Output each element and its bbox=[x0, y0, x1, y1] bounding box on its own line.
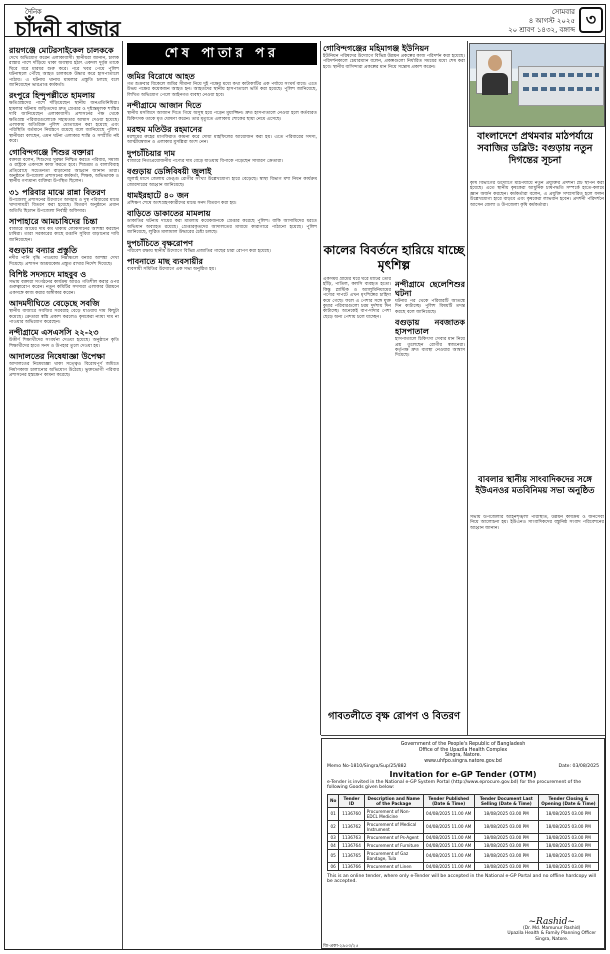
tender-cell: 1136765 bbox=[339, 849, 364, 862]
tender-cell: 18/08/2025 03.00 PM bbox=[538, 862, 598, 870]
tender-header-cell: Tender Document Last Selling (Date & Time) bbox=[474, 794, 538, 807]
article-text: উপজেলা প্রশাসনের উদ্যোগে অসহায় ও দুস্থ পরিবারের মাঝে খাদ্যসামগ্রী বিতরণ করা হয়েছে। বিতরণ অনুষ্ঠানে প্রধান অতিথি ছিলেন উপজেলা নির্বাহী অফিসার। bbox=[9, 197, 119, 214]
tender-cell: Procurement of Medical Instrument bbox=[364, 820, 423, 833]
tender-cell: Procurement of Linen bbox=[364, 862, 423, 870]
tender-cell: 02 bbox=[328, 820, 339, 833]
article-heading: রায়গঞ্জে মোটরসাইকেল চালককে bbox=[9, 46, 114, 55]
tender-header-cell: Description and Name of the Package bbox=[364, 794, 423, 807]
article-heading: পাবনাতে মাছ ব্যবসায়ীর bbox=[127, 257, 203, 267]
article-heading: বিশিষ্ট সদস্যদে মাহবুব ও bbox=[9, 269, 87, 279]
tender-cell: Procurement of Ps-Agent bbox=[364, 833, 423, 841]
headline-right-2: বাবলার স্থানীয় সাংবাদিকদের সঙ্গে ইউএনওর মতবিনিময় সভা অনুষ্ঠিত bbox=[475, 475, 595, 496]
headline-gabtoli: গাবতলীতে বৃক্ষ রোপণ ও বিতরণ bbox=[327, 711, 461, 722]
page-number: ৩ bbox=[579, 7, 603, 33]
article-text: সভায় উপজেলার আইনশৃঙ্খলা পরিস্থিতি, উন্নয়ন কার্যক্রম ও জনসেবা নিয়ে আলোচনা হয়। ইউএনও সাংবাদিকদের বস্তুনিষ্ঠ সংবাদ পরিবেশনের আহ্বান জানান। bbox=[470, 515, 604, 531]
article-text: হাসপাতালে চিকিৎসা সেবার মান নিয়ে প্রশ্ন তুলেছেন রোগীর স্বজনেরা। কর্তৃপক্ষ দ্রুত ব্যবস্থা নেওয়ার আশ্বাস দিয়েছে। bbox=[395, 337, 465, 359]
article-text: দেখে অভিযোগ করেন এলাকাবাসী। স্থানীয়রা জানান, চালক রাস্তার পাশে দাঁড়িয়ে থাকা অবস্থায় হঠাৎ একদল দুর্বৃত্ত তাকে ঘিরে ধরে মারধর শুরু করে। পরে খবর পেয়ে পুলিশ ঘটনাস্থলে পৌঁছে আহত চালককে উদ্ধার করে হাসপাতালে পাঠায়। এ ঘটনায় থানায় মামলার প্রস্তুতি চলছে বলে জানিয়েছেন ভারপ্রাপ্ত কর্মকর্তা। bbox=[9, 56, 119, 89]
table-row bbox=[328, 833, 599, 841]
tender-cell: 04/08/2025 11.00 AM bbox=[423, 862, 474, 870]
article-text: ইউনিয়ন পরিষদের উদ্যোগে বিভিন্ন উন্নয়ন প্রকল্পের কাজ পরিদর্শন করা হয়েছে। পরিদর্শনকালে চেয়ারম্যান বলেন, প্রকল্পগুলো নির্ধারিত সময়ের মধ্যে শেষ করা হবে। স্থানীয় বাসিন্দারা প্রকল্পের মান নিয়ে সন্তোষ প্রকাশ করেন। bbox=[323, 54, 465, 70]
article-text: পরিবেশ রক্ষায় স্থানীয় উদ্যোগে বিভিন্ন প্রজাতির গাছের চারা রোপণ করা হয়েছে। bbox=[127, 248, 271, 254]
headline-mritshilpo: কালের বিবর্তনে হারিয়ে যাচ্ছে মৃৎশিল্প bbox=[323, 243, 465, 272]
tender-cell: Procurement of Furniture bbox=[364, 841, 423, 849]
article-heading: বগুড়ায় বন্যার প্রস্তুতি bbox=[9, 246, 78, 256]
sign-place: Singra, Natore. bbox=[535, 936, 569, 942]
article-heading: বাড়িতে ডাকাতের মামলায় bbox=[127, 209, 211, 219]
tender-cell: 18/08/2025 03.00 PM bbox=[538, 833, 598, 841]
tender-cell: Procurement of Non-EDCL Medicine bbox=[364, 807, 423, 820]
tender-cell: 18/08/2025 03.00 PM bbox=[474, 807, 538, 820]
tender-cell: 05 bbox=[328, 849, 339, 862]
article-text: বাজারে আমের দাম কম থাকায় লোকসানের আশঙ্কা করছেন চাষিরা। তারা সরকারের কাছে রপ্তানি সুবিধা বাড়ানোর দাবি জানিয়েছেন। bbox=[9, 226, 119, 243]
section-divider bbox=[321, 735, 605, 736]
ad-code: জি-প্রকা-২৯৫৩/২৫ bbox=[323, 944, 359, 949]
day-label: সোমবার bbox=[551, 8, 575, 16]
tender-footer: This is an online tender, where only e-Tender will be accepted in the National e-GP Portal and no offline hardcopy will be accepted. bbox=[327, 873, 597, 885]
section-banner: শেষ পাতার পর bbox=[127, 43, 317, 65]
tender-cell: 18/08/2025 03.00 PM bbox=[538, 849, 598, 862]
article-heading: জমির বিরোধে আহত bbox=[127, 72, 195, 81]
article-text: ক্ষতিগ্রস্তদের পাশে দাঁড়িয়েছেন স্থানীয় জনপ্রতিনিধিরা। হামলার ঘটনায় জড়িতদের দ্রুত গ্রেপ্তার ও দৃষ্টান্তমূলক শাস্তির দাবি জানিয়েছেন এলাকাবাসী। প্রশাসনের পক্ষ থেকে ক্ষতিগ্রস্ত পরিবারগুলোকে সহায়তার আশ্বাস দেওয়া হয়েছে। এলাকায় অতিরিক্ত পুলিশ মোতায়েন করা হয়েছে এবং পরিস্থিতি বর্তমানে নিয়ন্ত্রণে রয়েছে বলে জানিয়েছে পুলিশ। স্থানীয়রা বলছেন, এমন ঘটনা এলাকার শান্তি ও সম্প্রীতি নষ্ট করে। bbox=[9, 101, 119, 145]
tender-cell: 1136764 bbox=[339, 841, 364, 849]
column-2 bbox=[127, 69, 317, 947]
tender-cell: 04/08/2025 11.00 AM bbox=[423, 849, 474, 862]
article-text: উত্তীর্ণ শিক্ষার্থীদের সংবর্ধনা দেওয়া হয়েছে। অনুষ্ঠানে কৃতি শিক্ষার্থীদের হাতে সনদ ও উপহার তুলে দেওয়া হয়। bbox=[9, 338, 119, 349]
tender-cell: 18/08/2025 03.00 PM bbox=[538, 841, 598, 849]
article-heading: গোবিন্দগঞ্জের মহিমাগঞ্জ ইউনিয়ন bbox=[323, 44, 429, 53]
newspaper-logo bbox=[15, 7, 120, 48]
tender-header-cell: Tender Published (Date & Time) bbox=[423, 794, 474, 807]
article-text: ঘটনার পর থেকে পরিবারটি আতঙ্কে দিন কাটাচ্ছে। পুলিশ বিষয়টি তদন্ত করছে বলে জানিয়েছে। bbox=[395, 299, 465, 315]
tender-cell: 04/08/2025 11.00 AM bbox=[423, 807, 474, 820]
sign-name: (Dr. Md. Mamunur Rashid) bbox=[522, 925, 581, 931]
table-row bbox=[328, 841, 599, 849]
building-photo bbox=[518, 66, 604, 106]
tender-memo: Memo No-1810/Singra/Sup/25/882 bbox=[327, 764, 407, 770]
article-heading: গোবিন্দগঞ্জে শিশুর বক্তারা bbox=[9, 147, 94, 157]
column-divider bbox=[320, 41, 321, 735]
tender-cell: 18/08/2025 03.00 PM bbox=[474, 862, 538, 870]
tender-table-header bbox=[328, 794, 599, 807]
tender-header-cell: Tender Closing & Opening (Date & Time) bbox=[538, 794, 598, 807]
masthead bbox=[5, 5, 605, 41]
tender-cell: 1136766 bbox=[339, 862, 364, 870]
tender-cell: 04 bbox=[328, 841, 339, 849]
tender-cell: 01 bbox=[328, 807, 339, 820]
article-text: মরহুমের রুহের মাগফিরাত কামনা করে দোয়া মাহফিলের আয়োজন করা হয়। এতে পরিবারের সদস্য, আত্মীয়স্বজন ও এলাকার মুসল্লিরা অংশ নেন। bbox=[127, 135, 317, 146]
article-heading: সাপাহারে আমচাষিদের চিন্তা bbox=[9, 216, 98, 226]
tender-cell: 18/08/2025 03.00 PM bbox=[474, 849, 538, 862]
sign-role: Upazila Health & Family Planning Officer bbox=[507, 931, 596, 937]
tender-cell: 18/08/2025 03.00 PM bbox=[538, 807, 598, 820]
tender-cell: 18/08/2025 03.00 PM bbox=[474, 833, 538, 841]
article-text: বক্তারা বলেন, শিশুদের সুরক্ষা নিশ্চিত করতে পরিবার, সমাজ ও রাষ্ট্রকে একসঙ্গে কাজ করতে হবে। শিশুশ্রম ও বাল্যবিবাহ প্রতিরোধে সচেতনতা বাড়ানোর আহ্বান জানান তারা। অনুষ্ঠানে উপজেলা প্রশাসনের কর্মকর্তা, শিক্ষক, অভিভাবক ও স্থানীয় গণ্যমান্য ব্যক্তিরা উপস্থিত ছিলেন। bbox=[9, 157, 119, 185]
tender-table bbox=[327, 794, 599, 871]
tender-cell: 18/08/2025 03.00 PM bbox=[474, 841, 538, 849]
article-text: স্থানীয় বাজারে সবজির সরবরাহ বেড়ে যাওয়ায় দাম কিছুটা কমেছে। ক্রেতারা স্বস্তি প্রকাশ করলেও কৃষকেরা ন্যায্য দাম না পাওয়ার অভিযোগ করেছেন। bbox=[9, 309, 119, 325]
article-heading: আদালতের নিষেধাজ্ঞা উপেক্ষা bbox=[9, 352, 106, 362]
article-text: একসময় গ্রামের ঘরে ঘরে মাটির তৈরি হাঁড়ি, পাতিল, কলসি ব্যবহৃত হতো। কিন্তু প্লাস্টিক ও অ্যালুমিনিয়ামের পণ্যের দাপটে এখন মৃৎশিল্পের চাহিদা কমে গেছে। ফলে এ পেশার সঙ্গে যুক্ত কুমার পরিবারগুলো চরম দুর্দশায় দিন কাটাচ্ছে। অনেকেই বাপ-দাদার পেশা ছেড়ে অন্য পেশায় চলে যাচ্ছেন। bbox=[323, 277, 391, 320]
column-divider bbox=[122, 41, 123, 949]
tender-cell: 18/08/2025 03.00 PM bbox=[474, 820, 538, 833]
tender-header-cell: No bbox=[328, 794, 339, 807]
article-text: ডাকাতির ঘটনায় দায়ের করা মামলায় কয়েকজনকে গ্রেপ্তার করেছে পুলিশ। বাকি আসামিদের ধরতে অভিযান অব্যাহত রয়েছে। গ্রেপ্তারকৃতদের আদালতের মাধ্যমে কারাগারে পাঠানো হয়েছে। পুলিশ জানিয়েছে, লুণ্ঠিত মালামাল উদ্ধারের চেষ্টা চলছে। bbox=[127, 219, 317, 236]
table-row bbox=[328, 849, 599, 862]
table-row bbox=[328, 820, 599, 833]
article-text: ব্যবসায়ী সমিতির উদ্যোগে এক সভা অনুষ্ঠিত হয়। bbox=[127, 267, 216, 273]
article-text: বাজারে নিত্যপ্রয়োজনীয় পণ্যের দাম বেড়ে যাওয়ায় বিপাকে পড়েছেন সাধারণ ক্রেতারা। bbox=[127, 158, 283, 164]
tender-gov-line-2: Office of the Upazila Health Complex bbox=[418, 747, 508, 753]
article-text: প্রশিক্ষণ শেষে অংশগ্রহণকারীদের মাঝে সনদ বিতরণ করা হয়। bbox=[127, 201, 237, 207]
article-heading: দুপচাঁচিয়ার দাম bbox=[127, 148, 176, 158]
signature-mark: ~Rashid~ bbox=[528, 917, 575, 928]
table-row bbox=[328, 862, 599, 870]
article-text: নদীর পানি বৃদ্ধি পাওয়ায় নিম্নাঞ্চলে বন্যার আশঙ্কা দেখা দিয়েছে। প্রশাসন আশ্রয়কেন্দ্র প্রস্তুত রাখার নির্দেশ দিয়েছে। bbox=[9, 256, 119, 267]
column-3 bbox=[323, 41, 465, 239]
table-row bbox=[328, 807, 599, 820]
tender-title: Invitation for e-GP Tender (OTM) bbox=[389, 769, 537, 779]
headline-right: বাংলাদেশে প্রথমবার মাঠপর্যায়ে সবাজির ডব্লিউ: বগুড়ায় নতুন দিগন্তের সূচনা bbox=[477, 131, 593, 166]
person-photo bbox=[476, 50, 512, 94]
tender-table-body bbox=[328, 807, 599, 870]
article-heading: মরহুম মতিউর রহমানের bbox=[127, 125, 203, 135]
tender-cell: 06 bbox=[328, 862, 339, 870]
tender-signature bbox=[507, 917, 596, 942]
tender-cell: 1136762 bbox=[339, 820, 364, 833]
tender-gov-line-3: Singra, Natore. bbox=[444, 753, 482, 759]
tender-notice bbox=[321, 738, 605, 949]
tender-cell: 04/08/2025 11.00 AM bbox=[423, 820, 474, 833]
article-text: স্থানীয় মসজিদে আজান দিতে গিয়ে অসুস্থ হয়ে পড়েন মুয়াজ্জিন। দ্রুত হাসপাতালে নেওয়া হলে কর্তব্যরত চিকিৎসক তাকে মৃত ঘোষণা করেন। তার মৃত্যুতে এলাকায় শোকের ছায়া নেমে এসেছে। bbox=[127, 111, 317, 122]
tender-cell: 1136763 bbox=[339, 833, 364, 841]
date-bengali: ২০ শ্রাবণ ১৪৩২, বঙ্গাব্দ bbox=[508, 26, 575, 34]
tender-header-cell: Tender ID bbox=[339, 794, 364, 807]
tender-cell: 03 bbox=[328, 833, 339, 841]
date-english: ৪ আগস্ট ২০২৫ bbox=[528, 17, 575, 25]
article-text: সভায় বক্তারা সংগঠনের কার্যক্রম আরও গতিশীল করার ওপর গুরুত্বারোপ করেন। নতুন কমিটির সদস্যরা এলাকার উন্নয়নে একসঙ্গে কাজ করার অঙ্গীকার করেন। bbox=[9, 279, 119, 296]
column-right bbox=[470, 181, 604, 471]
article-text: আদালতের নিষেধাজ্ঞা থাকা সত্ত্বেও বিরোধপূর্ণ জমিতে নির্মাণকাজ চালানোর অভিযোগ উঠেছে। ভুক্তভোগী পরিবার প্রশাসনের হস্তক্ষেপ কামনা করেছে। bbox=[9, 362, 119, 379]
article-text: জুলাই মাসে জেলায় ডেঙ্গু রোগীর সংখ্যা উল্লেখযোগ্য হারে বেড়েছে। স্বাস্থ্য বিভাগ মশা নিধন কার্যক্রম জোরদারের আহ্বান জানিয়েছে। bbox=[127, 177, 317, 188]
article-heading: নন্দীগ্রামে আজান দিতে bbox=[127, 101, 202, 111]
article-heading: আদমদীঘিতে বেড়েছে সবজি bbox=[9, 299, 100, 309]
column-4 bbox=[395, 277, 465, 707]
logo-daily-label: দৈনিক bbox=[25, 8, 42, 16]
article-heading: বগুড়ায় নবজাতক হাসপাতাল bbox=[395, 318, 465, 337]
logo-name: চাঁদনী বাজার bbox=[15, 16, 121, 41]
article-text: গত শুক্রবার বিকেলে জমির সীমানা নিয়ে দুই পক্ষের মধ্যে কথা কাটাকাটির এক পর্যায়ে সংঘর্ষ বাধে। এতে উভয় পক্ষের কয়েকজন আহত হন। আহতদের স্থানীয় হাসপাতালে ভর্তি করা হয়েছে। পুলিশ জানিয়েছে, লিখিত অভিযোগ পেলে আইনগত ব্যবস্থা নেওয়া হবে। bbox=[127, 82, 317, 98]
column-1 bbox=[9, 43, 119, 947]
article-heading: দুপচাঁচিতে বৃক্ষরোপণ bbox=[127, 238, 194, 248]
tender-gov-line-4: www.uhfpo.singra.natore.gov.bd bbox=[424, 758, 502, 764]
tender-cell: 1136760 bbox=[339, 807, 364, 820]
tender-cell: 18/08/2025 03.00 PM bbox=[538, 820, 598, 833]
article-heading: নন্দীগ্রামে ছেলেশিশুর ঘটনা bbox=[395, 280, 465, 298]
date-box bbox=[508, 8, 575, 35]
tender-cell: 04/08/2025 11.00 AM bbox=[423, 833, 474, 841]
article-heading: রংপুরে হিন্দুপল্লীতে হামলায় bbox=[9, 91, 95, 101]
article-heading: বগুড়ায় ডেঙ্গিবিষয়ী জুলাই bbox=[127, 167, 212, 177]
newspaper-page bbox=[4, 4, 606, 950]
article-heading: নন্দীগ্রামে এসএসসি ২২-২৩ bbox=[9, 328, 99, 338]
tender-date: Date: 03/08/2025 bbox=[558, 764, 599, 770]
tender-intro: e-Tender is invited in the National e-GP System Portal (http://www.eprocure.gov.bd) for the procurement of the following Goods given below: bbox=[327, 779, 582, 791]
article-heading: ৩১ পরিবার মাঝে রান্না বিতরণ bbox=[9, 187, 106, 197]
article-text: কৃষি বিভাগের উদ্যোগে মাঠপর্যায়ে নতুন প্রযুক্তির প্রদর্শনী প্লট স্থাপন করা হয়েছে। এতে স্থানীয় কৃষকেরা আধুনিক চাষপদ্ধতি সম্পর্কে হাতে-কলমে জ্ঞান অর্জন করছেন। কর্মকর্তারা বলেন, এ প্রযুক্তি সম্প্রসারিত হলে ফলন উল্লেখযোগ্য হারে বাড়বে এবং কৃষকেরা লাভবান হবেন। প্রদর্শনী পরিদর্শনে আসেন জেলা ও উপজেলা কৃষি কর্মকর্তারা। bbox=[470, 181, 604, 208]
column-right-2 bbox=[470, 515, 604, 735]
news-photo bbox=[469, 43, 605, 127]
tender-cell: 04/08/2025 11.00 AM bbox=[423, 841, 474, 849]
article-heading: ধামইরহাটে ৪০ জন bbox=[127, 191, 189, 201]
tender-cell: Procurement of Gaz Bandage, Tula bbox=[364, 849, 423, 862]
tender-gov-line-1: Government of the People's Republic of Bangladesh bbox=[400, 742, 526, 747]
column-3b bbox=[323, 277, 391, 707]
